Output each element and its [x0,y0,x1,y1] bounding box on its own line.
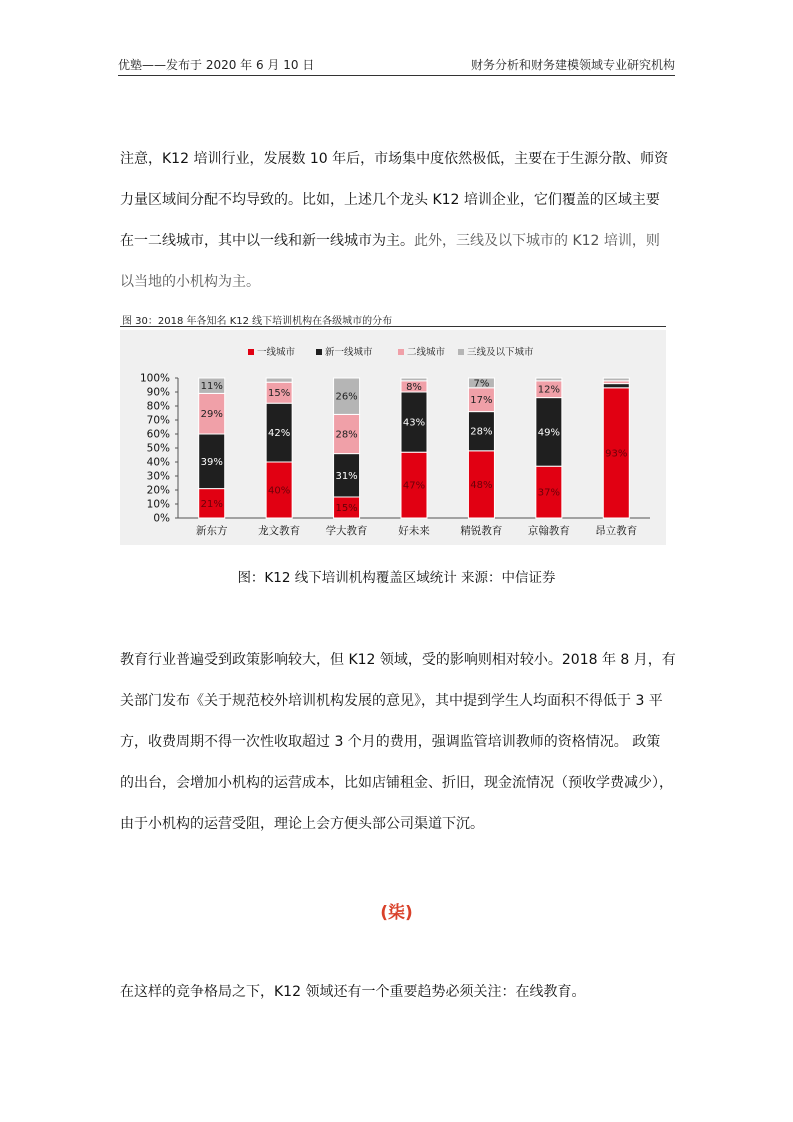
y-tick-label: 30% [146,470,170,483]
y-tick-label: 100% [139,372,170,385]
y-tick-label: 70% [146,414,170,427]
y-tick-label: 40% [146,456,170,469]
data-label: 39% [200,456,223,468]
data-label: 15% [268,388,291,400]
data-label: 48% [470,479,493,491]
data-label: 21% [200,498,223,510]
y-tick-label: 50% [146,442,170,455]
y-tick-label: 80% [146,400,170,413]
x-tick-label: 新东方 [195,525,228,537]
legend-label: 二线城市 [407,347,446,358]
legend-swatch [248,349,254,355]
legend-label: 三线及以下城市 [467,347,534,358]
paragraph-line: 的出台，会增加小机构的运营成本，比如店铺租金、折旧，现金流情况（预收学费减少）， [120,775,673,791]
paragraph-policy-impact [120,640,676,845]
data-label: 43% [402,417,426,429]
paragraph-line: 注意，K12 培训行业，发展数 10 年后，市场集中度依然极低，主要在于生源分散、师资 [120,151,669,167]
paragraph-line: 方，收费周期不得一次性收取超过 3 个月的费用，强调监管培训教师的资格情况。 政策 [120,734,661,750]
data-label: 26% [335,391,358,403]
data-label: 29% [200,409,223,421]
data-label: 8% [406,381,422,393]
data-label: 12% [537,384,560,396]
paragraph-line: 力量区域间分配不均导致的。比如，上述几个龙头 K12 培训企业，它们覆盖的区域主要 [120,192,660,208]
legend-swatch [458,349,464,355]
x-tick-label: 精锐教育 [460,525,503,537]
y-tick-label: 60% [146,428,170,441]
legend-swatch [398,349,404,355]
data-label: 7% [473,378,490,390]
bar-segment [401,378,427,381]
figure-caption: 图：K12 线下培训机构覆盖区域统计 来源：中信证券 [237,570,556,586]
section-heading: (柒) [380,903,413,923]
data-label: 11% [200,381,223,393]
y-tick-label: 0% [153,512,170,525]
legend-label: 一线城市 [257,347,296,358]
data-label: 47% [402,480,426,492]
header-divider [118,75,675,76]
paragraph-online-education [120,972,676,1013]
data-label: 31% [335,470,358,482]
figure-title: 图 30：2018 年各知名 K12 线下培训机构在各级城市的分布 [122,316,393,327]
y-tick-label: 90% [146,386,170,399]
paragraph-line [120,221,676,262]
stacked-bar-chart [120,330,666,545]
page-header [118,56,675,76]
bar-segment [603,384,629,388]
data-label: 28% [335,429,358,441]
paragraph-line: 由于小机构的运营受阻，理论上会方便头部公司渠道下沉。 [120,816,484,832]
paragraph-line: 以当地的小机构为主。 [120,274,260,290]
paragraph-line: 教育行业普遍受到政策影响较大，但 K12 领域，受的影响则相对较小。2018 年 8 月，有 [120,652,676,668]
paragraph-line-gray-text: 此外，三线及以下城市的 K12 培训，则 [414,233,660,249]
paragraph-line-text: 在一二线城市，其中以一线和新一线城市为主。 [120,233,414,249]
figure-title-divider [120,326,666,327]
paragraph-line: 在这样的竞争格局之下，K12 领域还有一个重要趋势必须关注：在线教育。 [120,984,586,1000]
legend-swatch [316,349,322,355]
data-label: 93% [605,448,628,460]
y-tick-label: 10% [146,498,170,511]
data-label: 49% [537,427,560,439]
bar-segment [536,378,562,381]
data-label: 40% [268,485,291,497]
data-label: 28% [470,426,493,438]
paragraph-market-concentration [120,139,676,303]
stacked-bar-chart-panel [120,330,666,545]
paragraph-line: 关部门发布《关于规范校外培训机构发展的意见》，其中提到学生人均面积不得低于 3 平 [120,693,663,709]
x-tick-label: 好未来 [398,525,430,537]
data-label: 17% [470,395,493,407]
x-tick-label: 学大教育 [325,525,368,537]
data-label: 37% [537,487,560,499]
x-tick-label: 昂立教育 [595,525,638,537]
x-tick-label: 龙文教育 [258,525,301,537]
bar-segment [266,378,292,382]
data-label: 42% [268,428,291,440]
header-publish-info: 优塾——发布于 2020 年 6 月 10 日 [118,58,315,72]
x-tick-label: 京翰教育 [527,525,570,537]
data-label: 15% [335,503,358,514]
legend-label: 新一线城市 [325,347,373,358]
y-tick-label: 20% [146,484,170,497]
bar-segment [603,378,629,381]
header-org-tagline: 财务分析和财务建模领域专业研究机构 [470,58,675,72]
